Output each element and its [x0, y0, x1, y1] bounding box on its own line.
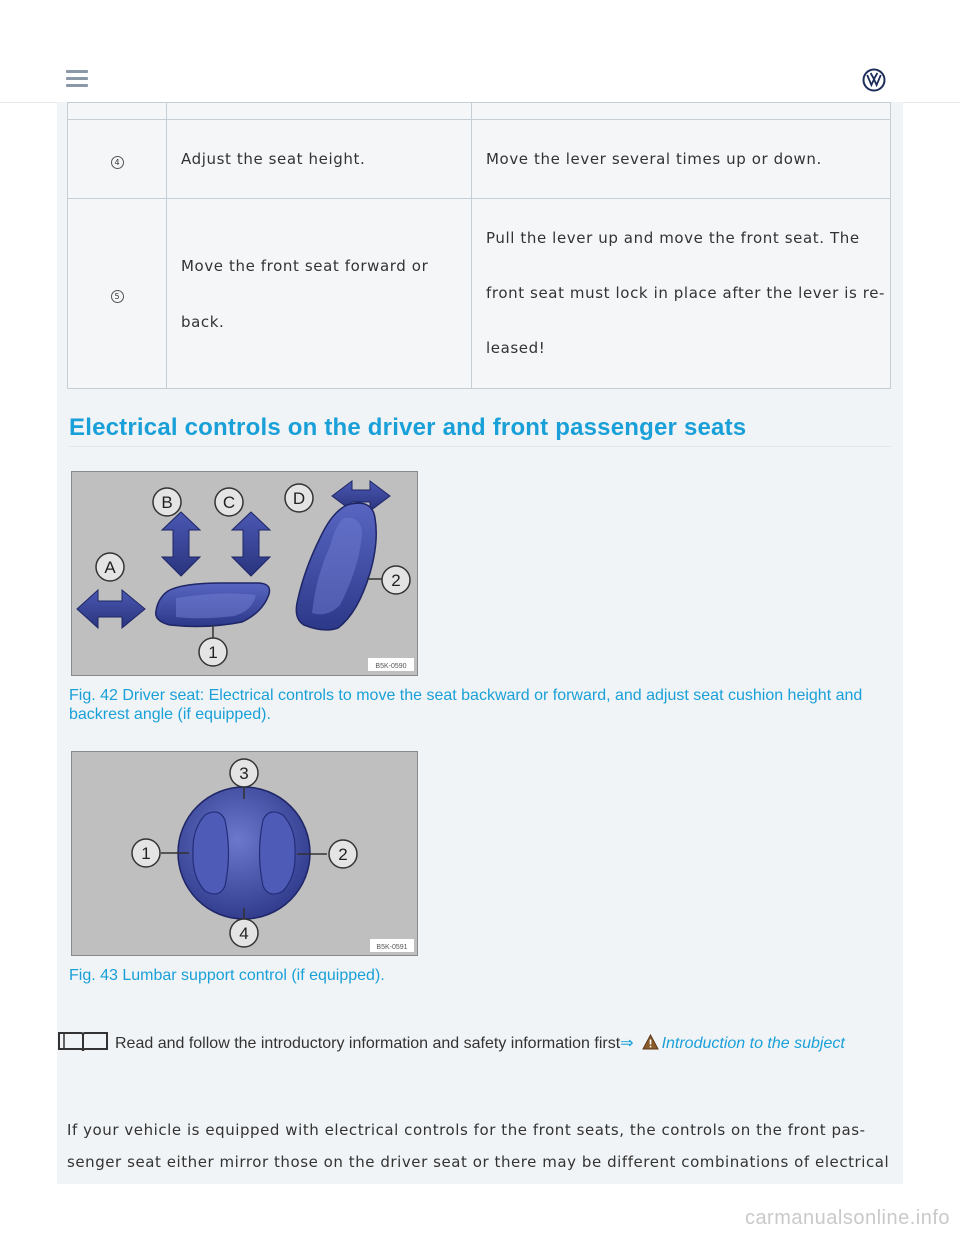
row-instruction-line: leased!: [486, 339, 546, 357]
table-row: [68, 199, 891, 389]
figure-lumbar-control: [71, 751, 418, 956]
row-instruction-line: front seat must lock in place after the lever is re-: [486, 284, 886, 302]
callout-1: [132, 839, 160, 867]
figure-caption: Fig. 42 Driver seat: Electrical controls to move the seat backward or forward, and adjust seat cushion height and backrest angle (if equipped).: [69, 687, 863, 723]
svg-text:2: 2: [338, 845, 348, 864]
warning-icon: [642, 1034, 659, 1050]
svg-text:4: 4: [239, 924, 249, 943]
callout-number: 4: [111, 156, 124, 169]
seat-controls-table: [67, 102, 891, 389]
svg-text:2: 2: [391, 571, 401, 590]
callout-2: [382, 566, 410, 594]
svg-text:D: D: [292, 489, 306, 508]
figure-seat-controls: [71, 471, 418, 676]
callout-number: 5: [111, 290, 124, 303]
row-instruction: Move the lever several times up or down.: [486, 150, 822, 168]
svg-text:3: 3: [239, 764, 249, 783]
arrow-forward-back: [77, 590, 145, 628]
row-action: Adjust the seat height.: [181, 150, 366, 168]
content-panel: [57, 102, 903, 1184]
svg-text:1: 1: [208, 643, 218, 662]
figure-code: B5K-0591: [376, 944, 408, 951]
arrow-cushion-rear: [232, 512, 270, 576]
callout-1: [199, 638, 227, 666]
paragraph-line: senger seat either mirror those on the driver seat or there may be different combinations of electrical: [67, 1153, 890, 1171]
paragraph-line: If your vehicle is equipped with electrical controls for the front seats, the controls on the front pas-: [67, 1121, 866, 1139]
section-title: Electrical controls on the driver and front passenger seats: [69, 414, 747, 441]
callout-3: [230, 759, 258, 787]
table-row-previous: [68, 103, 891, 120]
note-text: Read and follow the introductory information and safety information first: [115, 1035, 621, 1052]
top-bar: [0, 0, 960, 103]
table-row: [68, 120, 891, 199]
hamburger-menu-icon[interactable]: [66, 70, 88, 88]
figure-caption: Fig. 43 Lumbar support control (if equipped).: [69, 967, 385, 984]
callout-2: [329, 840, 357, 868]
vw-logo-icon[interactable]: [862, 68, 886, 92]
link-arrow: ⇒: [620, 1035, 634, 1052]
arrow-cushion-front: [162, 512, 200, 576]
callout-4: [230, 919, 258, 947]
svg-text:A: A: [104, 558, 116, 577]
row-action-line: back.: [181, 312, 225, 331]
svg-text:1: 1: [141, 844, 151, 863]
svg-text:B: B: [161, 493, 173, 512]
body-paragraph: [67, 1114, 893, 1178]
callout-c: [215, 488, 243, 516]
introduction-link[interactable]: Introduction to the subject: [661, 1035, 845, 1052]
svg-text:C: C: [222, 493, 236, 512]
figure-code: B5K-0590: [375, 663, 407, 670]
safety-note: [57, 1030, 891, 1057]
watermark: carmanualsonline.info: [744, 1207, 950, 1229]
section-divider: [69, 446, 891, 447]
row-instruction-line: Pull the lever up and move the front seat. The: [486, 229, 860, 247]
callout-d: [285, 484, 313, 512]
row-action-line: Move the front seat forward or: [181, 256, 429, 275]
book-icon: [57, 1030, 109, 1052]
callout-a: [96, 553, 124, 581]
callout-b: [153, 488, 181, 516]
